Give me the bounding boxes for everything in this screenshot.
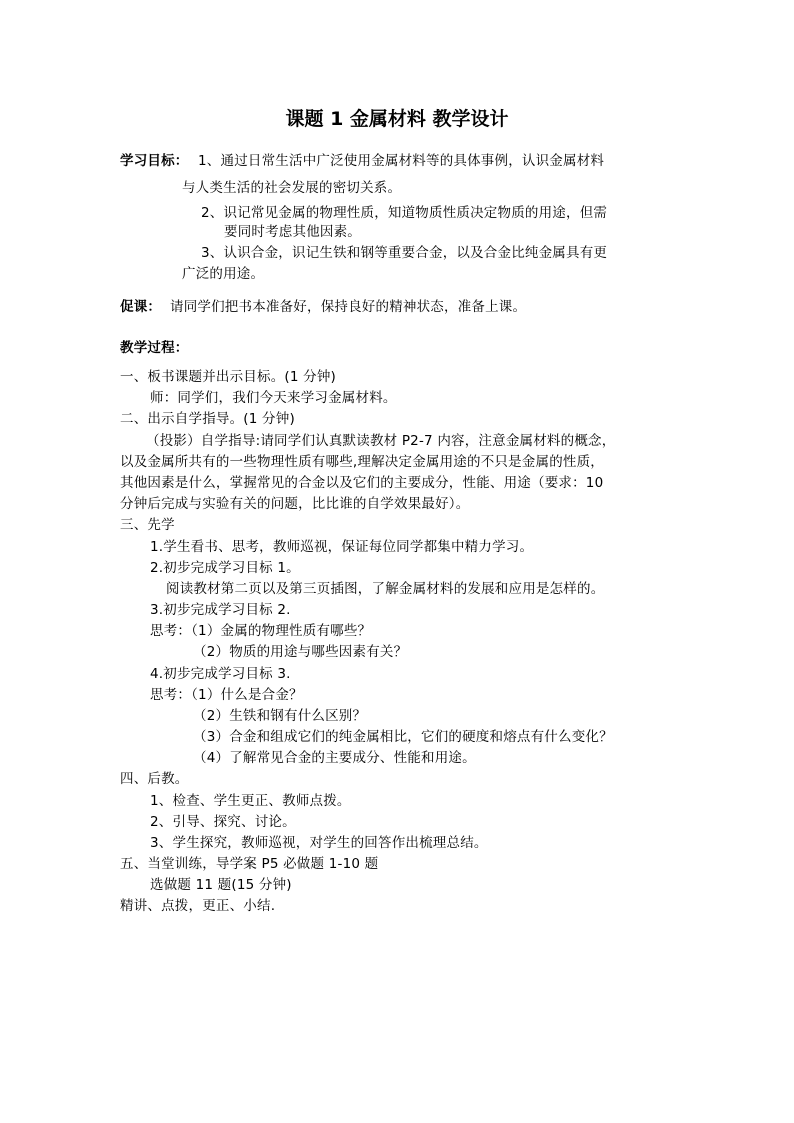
step-3-item-4-q2: （2）生铁和钢有什么区别？ [193, 708, 367, 724]
objective-1-line-2: 与人类生活的社会发展的密切关系。 [182, 180, 402, 196]
step-4-item-2: 2、引导、探究、讨论。 [150, 814, 296, 830]
step-2-line-4: 分钟后完成与实验有关的问题，比比谁的自学效果最好）。 [120, 496, 470, 512]
step-2-line-3: 其他因素是什么，掌握常见的合金以及它们的主要成分，性能、用途（要求：10 [120, 475, 604, 491]
closing-line: 精讲、点拨，更正、小结. [120, 898, 276, 914]
step-3-item-2-detail: 阅读教材第二页以及第三页插图，了解金属材料的发展和应用是怎样的。 [166, 581, 605, 597]
step-4-heading: 四、后教。 [120, 771, 189, 787]
step-3-item-2: 2.初步完成学习目标 1。 [150, 560, 300, 576]
prep-text: 请同学们把书本准备好，保持良好的精神状态，准备上课。 [170, 299, 527, 315]
objectives-label: 学习目标： [120, 153, 189, 169]
step-4-item-1: 1、检查、学生更正、教师点拨。 [150, 793, 351, 809]
step-3-item-3-q2: （2）物质的用途与哪些因素有关？ [193, 644, 408, 660]
step-4-item-3: 3、学生探究，教师巡视，对学生的回答作出梳理总结。 [150, 835, 488, 851]
step-3-item-3-q1: 思考：（1）金属的物理性质有哪些？ [150, 623, 372, 639]
step-5-heading: 五、当堂训练，导学案 P5 必做题 1-10 题 [120, 856, 379, 872]
objective-3-line-2: 广泛的用途。 [182, 266, 265, 282]
step-1-line: 师：同学们，我们今天来学习金属材料。 [150, 390, 397, 406]
document-title: 课题 1 金属材料 教学设计 [285, 108, 509, 130]
objective-3-line-1: 3、认识合金，识记生铁和钢等重要合金，以及合金比纯金属具有更 [201, 245, 608, 261]
step-1-heading: 一、板书课题并出示目标。(1 分钟) [120, 369, 337, 385]
step-3-heading: 三、先学 [120, 517, 175, 533]
step-3-item-4-q3: （3）合金和组成它们的纯金属相比，它们的硬度和熔点有什么变化？ [193, 729, 613, 745]
objective-2-line-2: 要同时考虑其他因素。 [224, 224, 361, 240]
step-3-item-4: 4.初步完成学习目标 3. [150, 666, 291, 682]
process-heading: 教学过程： [120, 340, 189, 356]
step-5-line: 选做题 11 题(15 分钟) [150, 877, 292, 893]
step-3-item-1: 1.学生看书、思考，教师巡视，保证每位同学都集中精力学习。 [150, 539, 534, 555]
prep-label: 促课： [120, 299, 162, 315]
step-2-line-2: 以及金属所共有的一些物理性质有哪些,理解决定金属用途的不只是金属的性质， [120, 454, 604, 470]
step-3-item-4-q4: （4）了解常见合金的主要成分、性能和用途。 [193, 750, 476, 766]
step-2-line-1: （投影）自学指导:请同学们认真默读教材 P2-7 内容，注意金属材料的概念， [146, 433, 616, 449]
step-3-item-3: 3.初步完成学习目标 2. [150, 602, 291, 618]
step-2-heading: 二、出示自学指导。(1 分钟) [120, 411, 295, 427]
step-3-item-4-q1: 思考：（1）什么是合金？ [150, 687, 303, 703]
objective-1-line-1: 1、通过日常生活中广泛使用金属材料等的具体事例，认识金属材料 [198, 153, 605, 169]
objective-2-line-1: 2、识记常见金属的物理性质，知道物质性质决定物质的用途，但需 [201, 205, 608, 221]
